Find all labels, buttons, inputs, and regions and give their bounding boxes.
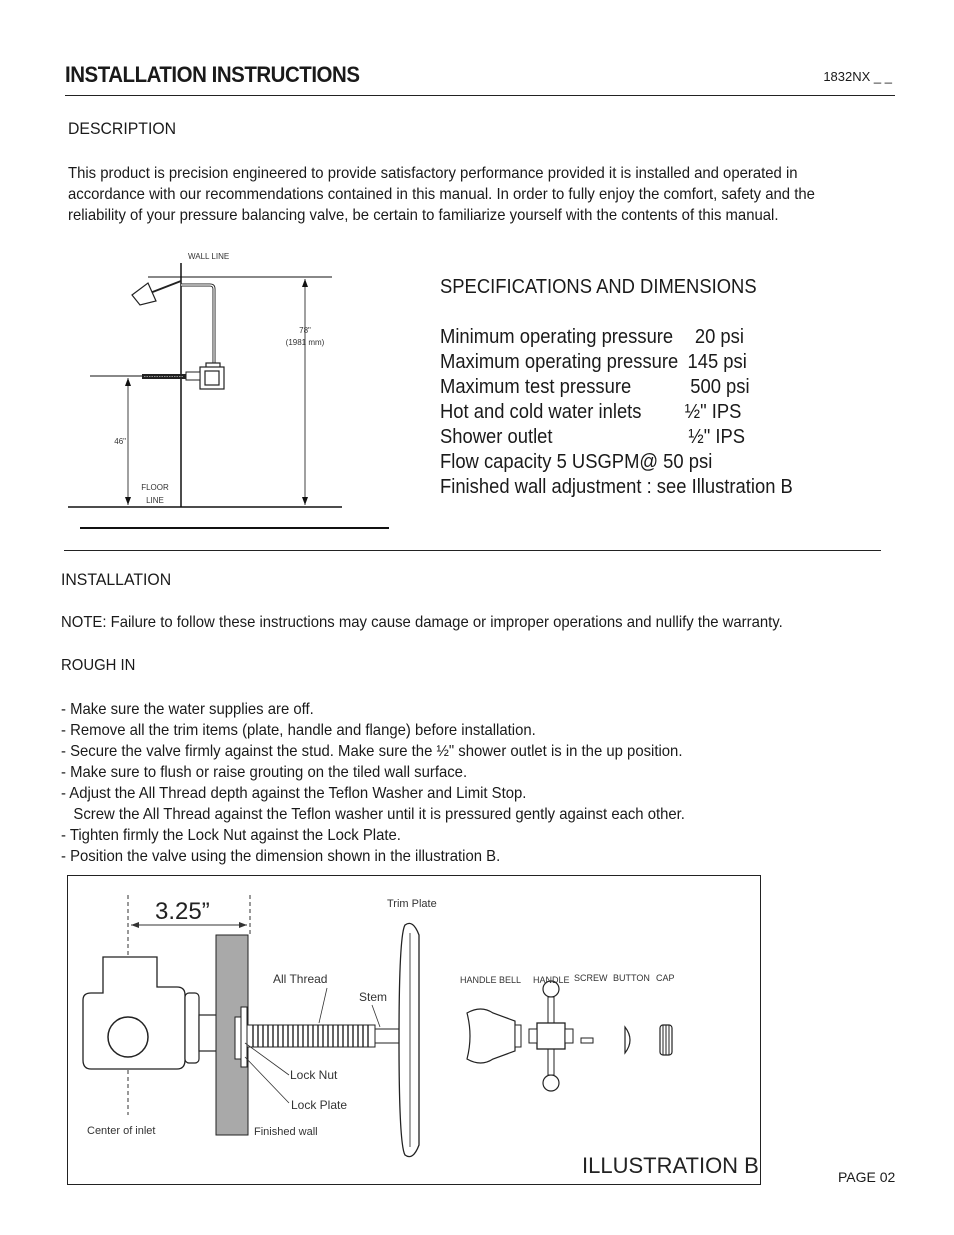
stem-label: Stem	[359, 990, 388, 1004]
handle-hub-left	[529, 1029, 537, 1043]
valve-neck	[199, 1015, 217, 1051]
spec-value: 20 psi	[694, 326, 744, 348]
step-item: - Adjust the All Thread depth against the Teflon Washer and Limit Stop.	[61, 785, 527, 802]
section-divider	[64, 550, 881, 551]
step-item: - Secure the valve firmly against the stud. Make sure the ½" shower outlet is in the up position.	[61, 743, 683, 760]
shower-pipe	[181, 285, 214, 363]
lock-nut-label: Lock Nut	[290, 1068, 338, 1082]
illustration-caption: ILLUSTRATION B	[582, 1153, 759, 1178]
illustration-b	[67, 875, 761, 1185]
floor-label-line1: FLOOR	[141, 483, 169, 492]
spec-label: Flow capacity 5 USGPM@ 50 psi	[440, 451, 713, 473]
stem-leader	[372, 1005, 380, 1027]
valve-inlet	[205, 371, 219, 385]
rough-in-steps	[61, 699, 685, 867]
finished-wall-label: Finished wall	[254, 1126, 318, 1138]
lock-plate-label: Lock Plate	[291, 1098, 348, 1112]
spec-value: 500 psi	[690, 376, 750, 398]
step-item: - Make sure to flush or raise grouting on the tiled wall surface.	[61, 764, 468, 781]
description-paragraph	[68, 163, 831, 226]
header-divider	[65, 95, 895, 96]
spec-label: Finished wall adjustment : see Illustration B	[440, 476, 793, 498]
handle-arm-bottom	[548, 1049, 554, 1075]
shower-arm	[150, 281, 181, 293]
spec-label: Minimum operating pressure	[440, 326, 674, 348]
page-title: INSTALLATION INSTRUCTIONS	[65, 62, 360, 87]
valve-flange	[186, 372, 200, 380]
spec-label: Maximum operating pressure	[440, 351, 679, 373]
step-item: Screw the All Thread against the Teflon washer until it is pressured gently against each other.	[61, 806, 685, 823]
page-number: PAGE 02	[838, 1169, 896, 1185]
screw-label: SCREW	[574, 973, 608, 983]
screw-icon	[581, 1038, 593, 1043]
shower-head-icon	[132, 283, 156, 305]
step-item: - Tighten firmly the Lock Nut against the Lock Plate.	[61, 827, 401, 844]
handle-bell-icon	[467, 1009, 515, 1063]
installation-note: NOTE: Failure to follow these instructions may cause damage or improper operations and nullify the warranty.	[61, 614, 783, 631]
description-line: This product is precision engineered to provide satisfactory performance provided it is installed and operated in	[68, 165, 798, 182]
floor-label-line2: LINE	[146, 496, 164, 505]
spec-value: ½" IPS	[684, 401, 742, 423]
spec-heading-text: SPECIFICATIONS AND DIMENSIONS	[440, 276, 757, 298]
inlet-icon	[108, 1017, 148, 1057]
dimension-78-label: 78"	[299, 326, 311, 335]
dimension-46-label: 46"	[114, 437, 126, 446]
installation-heading: INSTALLATION	[61, 570, 172, 589]
step-item: - Remove all the trim items (plate, handle and flange) before installation.	[61, 722, 536, 739]
all-thread-icon	[247, 1025, 375, 1047]
arrow-head-icon	[131, 922, 139, 928]
cap-label: CAP	[656, 973, 675, 983]
all-thread-leader	[319, 988, 327, 1023]
center-of-inlet-label: Center of inlet	[87, 1125, 156, 1137]
arrow-head-icon	[302, 279, 308, 287]
spec-value: 145 psi	[687, 351, 747, 373]
valve-cartridge	[185, 993, 199, 1063]
model-number: 1832NX _ _	[823, 69, 892, 84]
shower-pipe-inner	[181, 285, 214, 363]
spec-label: Maximum test pressure	[440, 376, 632, 398]
lock-plate-leader	[245, 1057, 289, 1103]
rough-in-heading: ROUGH IN	[61, 657, 136, 674]
description-line: reliability of your pressure balancing valve, be certain to familiarize yourself with the contents of this manual.	[68, 207, 779, 224]
handle-label: HANDLE	[533, 975, 570, 985]
handle-knob-bottom-icon	[543, 1075, 559, 1091]
diagram-baseline	[80, 527, 389, 529]
button-icon	[625, 1027, 630, 1053]
description-line: accordance with our recommendations contained in this manual. In order to fully enjoy the comfort, safety and the	[68, 186, 815, 203]
step-item: - Position the valve using the dimension shown in the illustration B.	[61, 848, 501, 865]
arrow-head-icon	[125, 497, 131, 505]
stem-icon	[375, 1029, 401, 1043]
dimension-78-mm-label: (1981 mm)	[285, 338, 325, 347]
spec-label: Shower outlet	[440, 426, 553, 448]
handle-bell-label: HANDLE BELL	[460, 975, 522, 985]
handle-arm-top	[548, 997, 554, 1023]
trim-plate-icon	[399, 923, 419, 1156]
step-item: - Make sure the water supplies are off.	[61, 701, 314, 718]
lock-nut-leader	[245, 1043, 289, 1075]
button-label: BUTTON	[613, 973, 650, 983]
dimension-diagram	[60, 245, 400, 535]
handle-bell-collar	[515, 1025, 521, 1047]
trim-plate-label: Trim Plate	[387, 898, 437, 910]
handle-hub-right	[565, 1029, 573, 1043]
spec-value: ½" IPS	[688, 426, 746, 448]
wall-line-label: WALL LINE	[188, 252, 230, 261]
arrow-head-icon	[125, 378, 131, 386]
handle-icon	[537, 1023, 565, 1049]
arrow-head-icon	[302, 497, 308, 505]
arrow-head-icon	[239, 922, 247, 928]
spec-label: Hot and cold water inlets	[440, 401, 642, 423]
dimension-label: 3.25”	[155, 898, 210, 925]
all-thread-label: All Thread	[273, 972, 328, 986]
description-heading: DESCRIPTION	[68, 119, 177, 138]
